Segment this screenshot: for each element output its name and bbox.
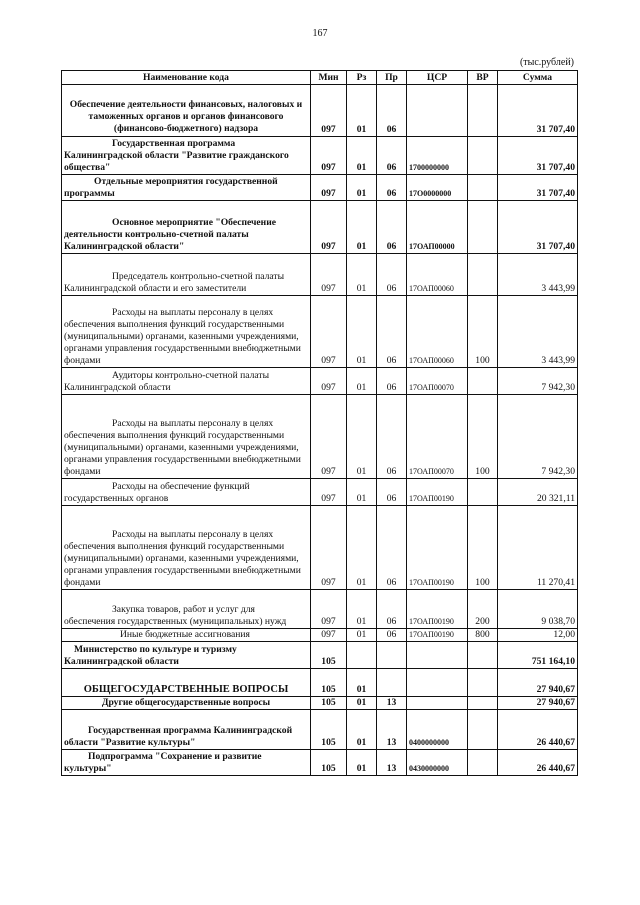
row-rz: 01 [347,85,377,137]
row-name: Подпрограмма "Сохранение и развитие культуры" [62,750,311,776]
row-min: 105 [311,669,347,697]
row-vr [468,479,498,506]
table-row [62,175,578,201]
row-sum: 11 270,41 [498,506,578,590]
row-min: 097 [311,175,347,201]
table-row [62,642,578,669]
row-min: 097 [311,479,347,506]
row-vr [468,710,498,750]
row-vr [468,175,498,201]
page-number: 167 [312,28,328,39]
row-vr [468,697,498,710]
row-min: 105 [311,710,347,750]
row-min: 105 [311,750,347,776]
row-csr: 0430000000 [407,750,468,776]
row-sum: 26 440,67 [498,750,578,776]
table-row [62,590,578,629]
row-pr [377,642,407,669]
row-min: 097 [311,590,347,629]
row-pr: 06 [377,368,407,395]
row-csr: 17ОАП00190 [407,479,468,506]
table-row [62,137,578,175]
row-rz: 01 [347,254,377,296]
row-pr: 06 [377,175,407,201]
row-csr: 0400000000 [407,710,468,750]
row-min: 097 [311,201,347,254]
row-csr: 17ОАП00070 [407,395,468,479]
row-min: 097 [311,506,347,590]
row-rz: 01 [347,669,377,697]
row-min: 097 [311,395,347,479]
row-name: Иные бюджетные ассигнования [62,629,311,642]
row-vr [468,254,498,296]
row-name: Государственная программа Калининградской области "Развитие культуры" [62,710,311,750]
row-name: Председатель контрольно-счетной палаты Калининградской области и его заместители [62,254,311,296]
row-sum: 27 940,67 [498,697,578,710]
row-csr [407,642,468,669]
header-rz: Рз [347,71,377,85]
row-vr [468,642,498,669]
row-min: 097 [311,629,347,642]
table-row [62,669,578,697]
table-header-row [62,71,578,85]
table-row [62,697,578,710]
row-csr: 17О0000000 [407,175,468,201]
row-csr: 17ОАП00190 [407,506,468,590]
row-rz: 01 [347,175,377,201]
row-vr [468,750,498,776]
row-csr: 1700000000 [407,137,468,175]
row-rz: 01 [347,710,377,750]
header-min: Мин [311,71,347,85]
row-name: Расходы на выплаты персоналу в целях обеспечения выполнения функций государственными (муниципальными) органами, казенными учреждениями, органами управления государственными внебюджетными фондами [62,296,311,368]
row-pr: 06 [377,629,407,642]
table-row [62,254,578,296]
row-rz: 01 [347,479,377,506]
table-row [62,368,578,395]
row-vr [468,85,498,137]
row-vr: 100 [468,395,498,479]
row-pr: 06 [377,85,407,137]
row-csr: 17ОАП00000 [407,201,468,254]
row-csr: 17ОАП00190 [407,629,468,642]
header-name: Наименование кода [62,71,311,85]
row-vr: 100 [468,506,498,590]
row-name: Расходы на выплаты персоналу в целях обеспечения выполнения функций государственными (муниципальными) органами, казенными учреждениями, органами управления государственными внебюджетными фондами [62,506,311,590]
row-pr [377,669,407,697]
row-rz: 01 [347,750,377,776]
header-sum: Сумма [498,71,578,85]
row-sum: 31 707,40 [498,201,578,254]
row-pr: 06 [377,590,407,629]
table-row [62,479,578,506]
row-rz: 01 [347,629,377,642]
row-name: Основное мероприятие "Обеспечение деятельности контрольно-счетной палаты Калининградской области" [62,201,311,254]
row-sum: 27 940,67 [498,669,578,697]
table-row [62,85,578,137]
row-sum: 7 942,30 [498,395,578,479]
row-sum: 7 942,30 [498,368,578,395]
table-row [62,201,578,254]
row-rz: 01 [347,506,377,590]
row-sum: 20 321,11 [498,479,578,506]
row-rz: 01 [347,590,377,629]
header-csr: ЦСР [407,71,468,85]
row-vr: 200 [468,590,498,629]
row-rz: 01 [347,296,377,368]
row-vr [468,137,498,175]
table-row [62,395,578,479]
row-sum: 3 443,99 [498,296,578,368]
row-name: Расходы на обеспечение функций государственных органов [62,479,311,506]
row-csr [407,85,468,137]
row-vr [468,201,498,254]
row-pr: 06 [377,137,407,175]
table-row [62,296,578,368]
row-name: Отдельные мероприятия государственной программы [62,175,311,201]
row-vr: 800 [468,629,498,642]
row-pr: 06 [377,479,407,506]
row-min: 105 [311,642,347,669]
table-row [62,506,578,590]
table-row [62,629,578,642]
row-rz: 01 [347,368,377,395]
row-rz [347,642,377,669]
row-rz: 01 [347,201,377,254]
row-pr: 06 [377,395,407,479]
row-csr: 17ОАП00070 [407,368,468,395]
row-pr: 06 [377,201,407,254]
row-pr: 13 [377,750,407,776]
row-csr [407,697,468,710]
row-csr [407,669,468,697]
row-min: 097 [311,368,347,395]
row-sum: 31 707,40 [498,85,578,137]
row-name: Расходы на выплаты персоналу в целях обеспечения выполнения функций государственными (муниципальными) органами, казенными учреждениями, органами управления государственными внебюджетными фондами [62,395,311,479]
header-pr: Пр [377,71,407,85]
row-csr: 17ОАП00060 [407,254,468,296]
row-pr: 06 [377,506,407,590]
row-sum: 26 440,67 [498,710,578,750]
table-row [62,750,578,776]
row-sum: 751 164,10 [498,642,578,669]
row-pr: 13 [377,697,407,710]
header-vr: ВР [468,71,498,85]
budget-table [61,70,578,776]
units-label: (тыс.рублей) [519,57,574,68]
row-name: Закупка товаров, работ и услуг для обеспечения государственных (муниципальных) нужд [62,590,311,629]
row-sum: 31 707,40 [498,137,578,175]
row-sum: 12,00 [498,629,578,642]
row-rz: 01 [347,137,377,175]
row-name: ОБЩЕГОСУДАРСТВЕННЫЕ ВОПРОСЫ [62,669,311,697]
row-vr: 100 [468,296,498,368]
row-pr: 13 [377,710,407,750]
row-rz: 01 [347,697,377,710]
row-min: 097 [311,137,347,175]
row-sum: 3 443,99 [498,254,578,296]
row-name: Министерство по культуре и туризму Калининградской области [62,642,311,669]
row-sum: 31 707,40 [498,175,578,201]
row-sum: 9 038,70 [498,590,578,629]
row-name: Другие общегосударственные вопросы [62,697,311,710]
row-name: Государственная программа Калининградской области "Развитие гражданского общества" [62,137,311,175]
row-pr: 06 [377,296,407,368]
row-name: Аудиторы контрольно-счетной палаты Калининградской области [62,368,311,395]
row-csr: 17ОАП00190 [407,590,468,629]
row-csr: 17ОАП00060 [407,296,468,368]
row-pr: 06 [377,254,407,296]
row-min: 105 [311,697,347,710]
row-rz: 01 [347,395,377,479]
table-row [62,710,578,750]
row-min: 097 [311,296,347,368]
row-min: 097 [311,254,347,296]
row-vr [468,669,498,697]
row-min: 097 [311,85,347,137]
row-vr [468,368,498,395]
row-name: Обеспечение деятельности финансовых, налоговых и таможенных органов и органов финансового (финансово-бюджетного) надзора [62,85,311,137]
